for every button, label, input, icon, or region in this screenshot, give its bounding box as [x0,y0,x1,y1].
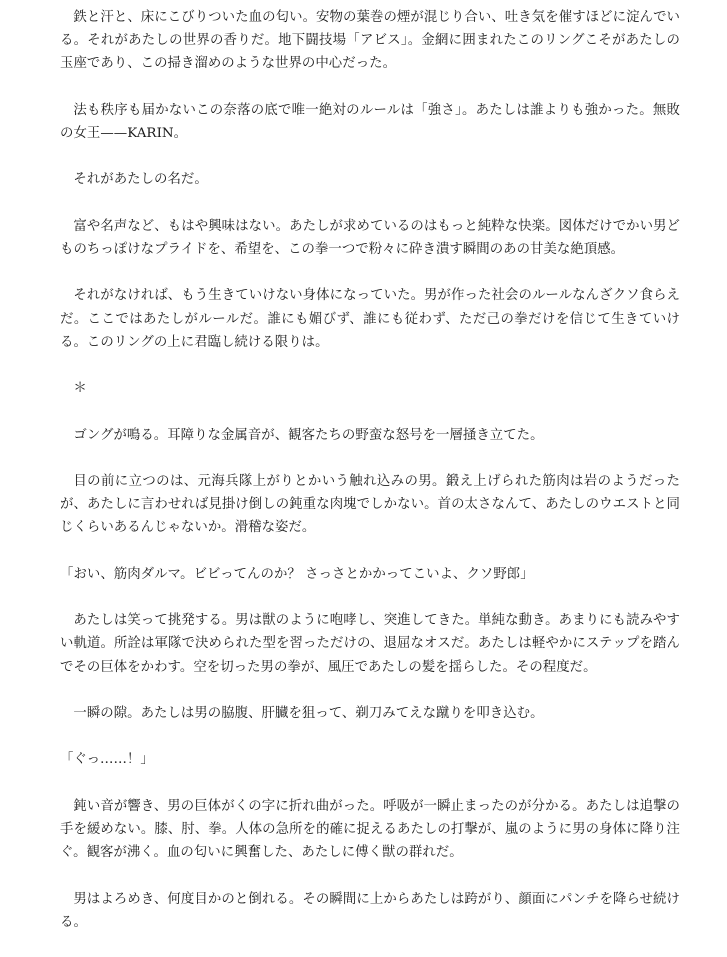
dialogue-2: 「ぐっ……！」 [60,752,154,768]
paragraph-1: 鉄と汗と、床にこびりついた血の匂い。安物の葉巻の煙が混じり合い、吐き気を催すほどに淀んでいる。それがあたしの世界の香りだ。地下闘技場「アビス」。金網に囲まれたこのリングこそがあたしの玉座であり、この掃き溜めのような世界の中心だった。 [60,10,680,72]
paragraph-11: 男はよろめき、何度目かのと倒れる。その瞬間に上からあたしは跨がり、顔面にパンチを降らせ続ける。 [60,891,680,930]
story-text [60,6,680,957]
scene-break: ＊ [73,381,87,397]
paragraph-9: 一瞬の隙。あたしは男の脇腹、肝臓を狙って、剃刀みてえな蹴りを叩き込む。 [73,705,544,721]
paragraph-7: 目の前に立つのは、元海兵隊上がりとかいう触れ込みの男。鍛え上げられた筋肉は岩のようだったが、あたしに言わせれば見掛け倒しの鈍重な肉塊でしかない。首の太さなんて、あたしのウエストと同じくらいあるんじゃないか。滑稽な姿だ。 [60,473,680,536]
paragraph-6: ゴングが鳴る。耳障りな金属音が、観客たちの野蛮な怒号を一層掻き立てた。 [73,427,544,443]
paragraph-8: あたしは笑って挑発する。男は獣のように咆哮し、突進してきた。単純な動き。あまりにも読みやすい軌道。所詮は軍隊で決められた型を習っただけの、退屈なオスだ。あたしは軽やかにステップを踏んでその巨体をかわす。空を切った男の拳が、風圧であたしの髪を揺らした。その程度だ。 [60,613,680,675]
dialogue-1: 「おい、筋肉ダルマ。ビビってんのか？ さっさとかかってこいよ、クソ野郎」 [60,566,534,582]
paragraph-3: それがあたしの名だ。 [73,172,208,188]
paragraph-2: 法も秩序も届かないこの奈落の底で唯一絶対のルールは「強さ」。あたしは誰よりも強かった。無敗の女王——KARIN。 [60,102,680,141]
paragraph-4: 富や名声など、もはや興味はない。あたしが求めているのはもっと純粋な快楽。図体だけでかい男どものちっぽけなプライドを、希望を、この拳一つで粉々に砕き潰す瞬間のあの甘美な絶頂感。 [60,218,680,257]
paragraph-5: それがなければ、もう生きていけない身体になっていた。男が作った社会のルールなんざクソ食らえだ。ここではあたしがルールだ。誰にも媚びず、誰にも従わず、ただ己の拳だけを信じて生きていける。このリングの上に君臨し続ける限りは。 [60,288,680,350]
paragraph-10: 鈍い音が響き、男の巨体がくの字に折れ曲がった。呼吸が一瞬止まったのが分かる。あたしは追撃の手を緩めない。膝、肘、拳。人体の急所を的確に捉えるあたしの打撃が、嵐のように男の身体に降り注ぐ。観客が沸く。血の匂いに興奮した、あたしに傅く獣の群れだ。 [60,798,680,861]
